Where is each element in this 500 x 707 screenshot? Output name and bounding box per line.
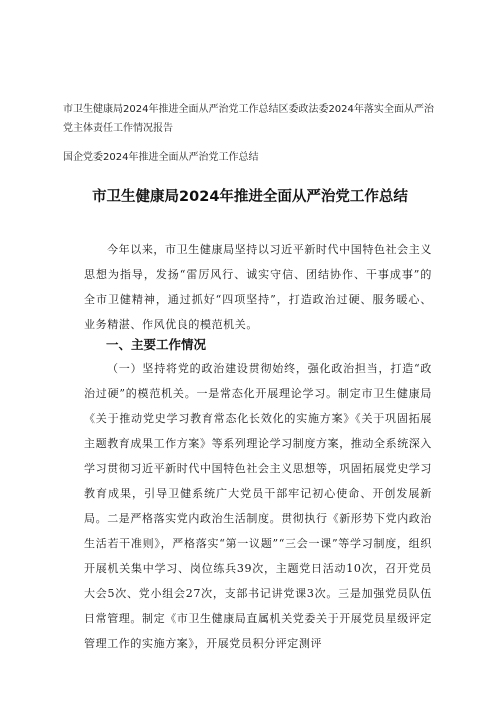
- section-heading: 一、主要工作情况: [106, 337, 207, 352]
- toc-entry-2[interactable]: 国企党委2024年推进全面从严治党工作总结: [63, 152, 259, 163]
- intro-paragraph: 今年以来，市卫生健康局坚持以习近平新时代中国特色社会主义思想为指导，发扬“雷厉风行、诚实守信、团结协作、干事成事”的全市卫健精神，通过抓好“四项坚持”，打造政治过硬、服务暖心、业务精湛、作风优良的模范机关。: [84, 243, 432, 331]
- toc-entry-1[interactable]: 市卫生健康局2024年推进全面从严治党工作总结区委政法委2024年落实全面从严治党主体责任工作情况报告: [63, 104, 434, 134]
- document-title: 市卫生健康局2024年推进全面从严治党工作总结: [92, 189, 408, 205]
- section-paragraph: （一）坚持将党的政治建设贯彻始终，强化政治担当，打造“政治过硬”的模范机关。一是常态化开展理论学习。制定市卫生健康局《关于推动党史学习教育常态化长效化的实施方案》《关于巩固拓展主题教育成果工作方案》等系列理论学习制度方案，推动全系统深入学习贯彻习近平新时代中国特色社会主义思想等，巩固拓展党史学习教育成果，引导卫健系统广大党员干部牢记初心使命、开创发展新局。二是严格落实党内政治生活制度。贯彻执行《新形势下党内政治生活若干准则》，严格落实“第一议题”“三会一课”等学习制度，组织开展机关集中学习、岗位练兵39次，主题党日活动10次，召开党员大会5次、党小组会27次，支部书记讲党课3次。三是加强党员队伍日常管理。制定《市卫生健康局直属机关党委关于开展党员星级评定管理工作的实施方案》，开展党员积分评定测评: [84, 362, 432, 650]
